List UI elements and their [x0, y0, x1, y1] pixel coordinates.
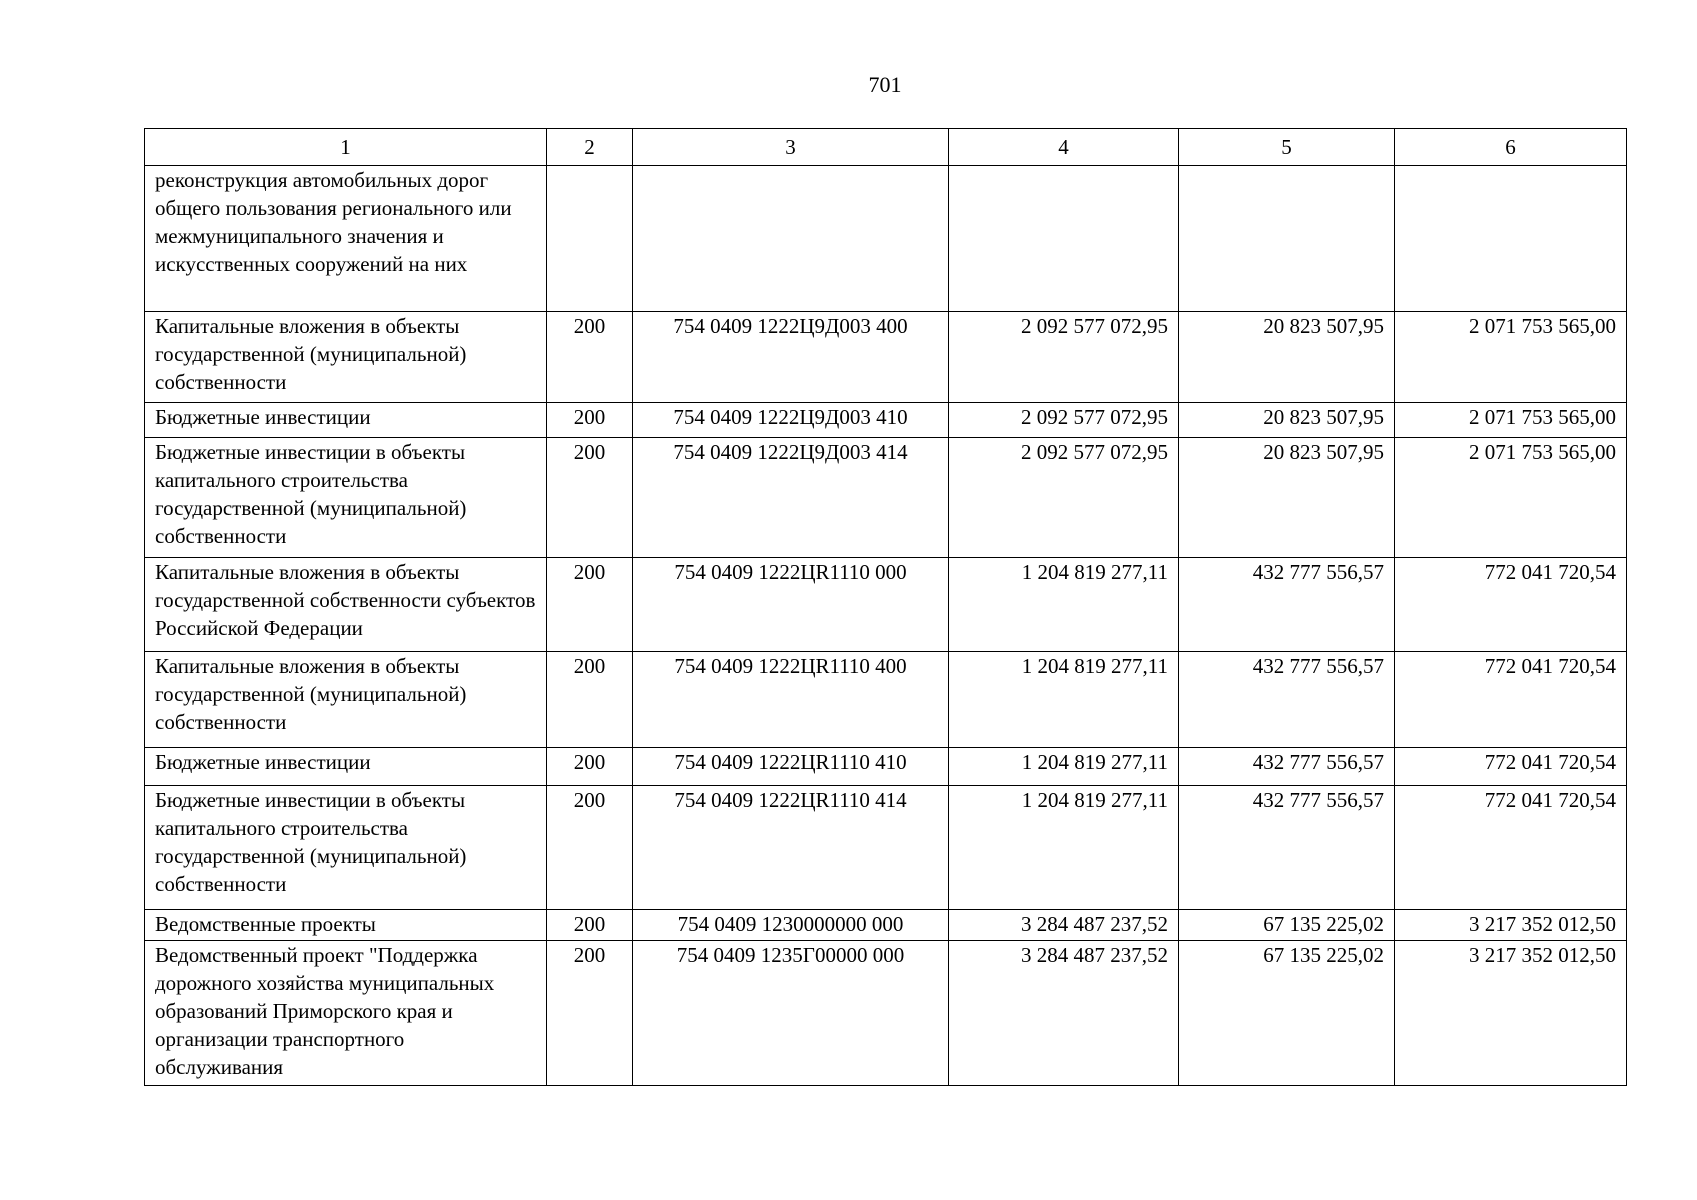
- row-value-5: 20 823 507,95: [1179, 438, 1395, 558]
- row-value-4: 2 092 577 072,95: [949, 312, 1179, 403]
- row-value-6: 2 071 753 565,00: [1395, 438, 1627, 558]
- row-code: 200: [547, 748, 633, 786]
- row-value-6: 3 217 352 012,50: [1395, 941, 1627, 1086]
- table-row: [145, 786, 1627, 910]
- row-name: Бюджетные инвестиции: [145, 403, 547, 438]
- row-value-4: 1 204 819 277,11: [949, 786, 1179, 910]
- row-value-4: 2 092 577 072,95: [949, 438, 1179, 558]
- row-kbk: 754 0409 1222ЦR1110 000: [633, 558, 949, 652]
- row-kbk: 754 0409 1222Ц9Д003 410: [633, 403, 949, 438]
- row-value-6: 772 041 720,54: [1395, 786, 1627, 910]
- row-kbk: 754 0409 1222Ц9Д003 414: [633, 438, 949, 558]
- row-value-4: [949, 166, 1179, 312]
- row-value-6: 2 071 753 565,00: [1395, 403, 1627, 438]
- row-code: 200: [547, 910, 633, 941]
- table-row: [145, 748, 1627, 786]
- table-row: [145, 166, 1627, 312]
- row-value-4: 3 284 487 237,52: [949, 910, 1179, 941]
- column-header-3: 3: [633, 129, 949, 166]
- row-code: 200: [547, 652, 633, 748]
- table-row: [145, 941, 1627, 1086]
- table-row: [145, 558, 1627, 652]
- row-value-5: 20 823 507,95: [1179, 403, 1395, 438]
- row-kbk: 754 0409 1222Ц9Д003 400: [633, 312, 949, 403]
- table-row: [145, 312, 1627, 403]
- row-value-6: [1395, 166, 1627, 312]
- row-name: Бюджетные инвестиции: [145, 748, 547, 786]
- row-kbk: 754 0409 1222ЦR1110 400: [633, 652, 949, 748]
- row-code: 200: [547, 403, 633, 438]
- row-name: реконструкция автомобильных дорог общего пользования регионального или межмуниципального значения и искусственных сооружений на них: [145, 166, 547, 312]
- row-value-5: 432 777 556,57: [1179, 652, 1395, 748]
- table-row: [145, 910, 1627, 941]
- row-value-4: 2 092 577 072,95: [949, 403, 1179, 438]
- row-value-5: [1179, 166, 1395, 312]
- row-value-4: 1 204 819 277,11: [949, 558, 1179, 652]
- column-header-6: 6: [1395, 129, 1627, 166]
- row-code: 200: [547, 786, 633, 910]
- table-row: [145, 403, 1627, 438]
- row-value-5: 67 135 225,02: [1179, 910, 1395, 941]
- row-kbk: 754 0409 1222ЦR1110 410: [633, 748, 949, 786]
- row-value-6: 3 217 352 012,50: [1395, 910, 1627, 941]
- row-name: Бюджетные инвестиции в объекты капитального строительства государственной (муниципальной) собственности: [145, 786, 547, 910]
- table-row: [145, 438, 1627, 558]
- row-code: [547, 166, 633, 312]
- row-kbk: 754 0409 1222ЦR1110 414: [633, 786, 949, 910]
- header-row: [145, 129, 1627, 166]
- row-value-5: 432 777 556,57: [1179, 748, 1395, 786]
- row-name: Ведомственный проект "Поддержка дорожного хозяйства муниципальных образований Приморского края и организации транспортного обслуживания: [145, 941, 547, 1086]
- page-number: 701: [868, 72, 902, 97]
- row-value-6: 2 071 753 565,00: [1395, 312, 1627, 403]
- row-name: Ведомственные проекты: [145, 910, 547, 941]
- row-value-5: 432 777 556,57: [1179, 786, 1395, 910]
- budget-table: [144, 128, 1627, 1086]
- table-row: [145, 652, 1627, 748]
- column-header-2: 2: [547, 129, 633, 166]
- row-code: 200: [547, 558, 633, 652]
- row-value-4: 1 204 819 277,11: [949, 748, 1179, 786]
- row-value-6: 772 041 720,54: [1395, 558, 1627, 652]
- row-value-6: 772 041 720,54: [1395, 748, 1627, 786]
- row-kbk: [633, 166, 949, 312]
- row-name: Капитальные вложения в объекты государственной (муниципальной) собственности: [145, 652, 547, 748]
- column-header-5: 5: [1179, 129, 1395, 166]
- row-value-5: 67 135 225,02: [1179, 941, 1395, 1086]
- row-code: 200: [547, 438, 633, 558]
- row-name: Капитальные вложения в объекты государственной собственности субъектов Российской Федерации: [145, 558, 547, 652]
- row-code: 200: [547, 312, 633, 403]
- row-value-4: 1 204 819 277,11: [949, 652, 1179, 748]
- row-kbk: 754 0409 1230000000 000: [633, 910, 949, 941]
- row-name: Капитальные вложения в объекты государственной (муниципальной) собственности: [145, 312, 547, 403]
- row-kbk: 754 0409 1235Г00000 000: [633, 941, 949, 1086]
- column-header-1: 1: [145, 129, 547, 166]
- row-name: Бюджетные инвестиции в объекты капитального строительства государственной (муниципальной) собственности: [145, 438, 547, 558]
- row-value-5: 20 823 507,95: [1179, 312, 1395, 403]
- row-value-6: 772 041 720,54: [1395, 652, 1627, 748]
- row-value-4: 3 284 487 237,52: [949, 941, 1179, 1086]
- row-code: 200: [547, 941, 633, 1086]
- column-header-4: 4: [949, 129, 1179, 166]
- row-value-5: 432 777 556,57: [1179, 558, 1395, 652]
